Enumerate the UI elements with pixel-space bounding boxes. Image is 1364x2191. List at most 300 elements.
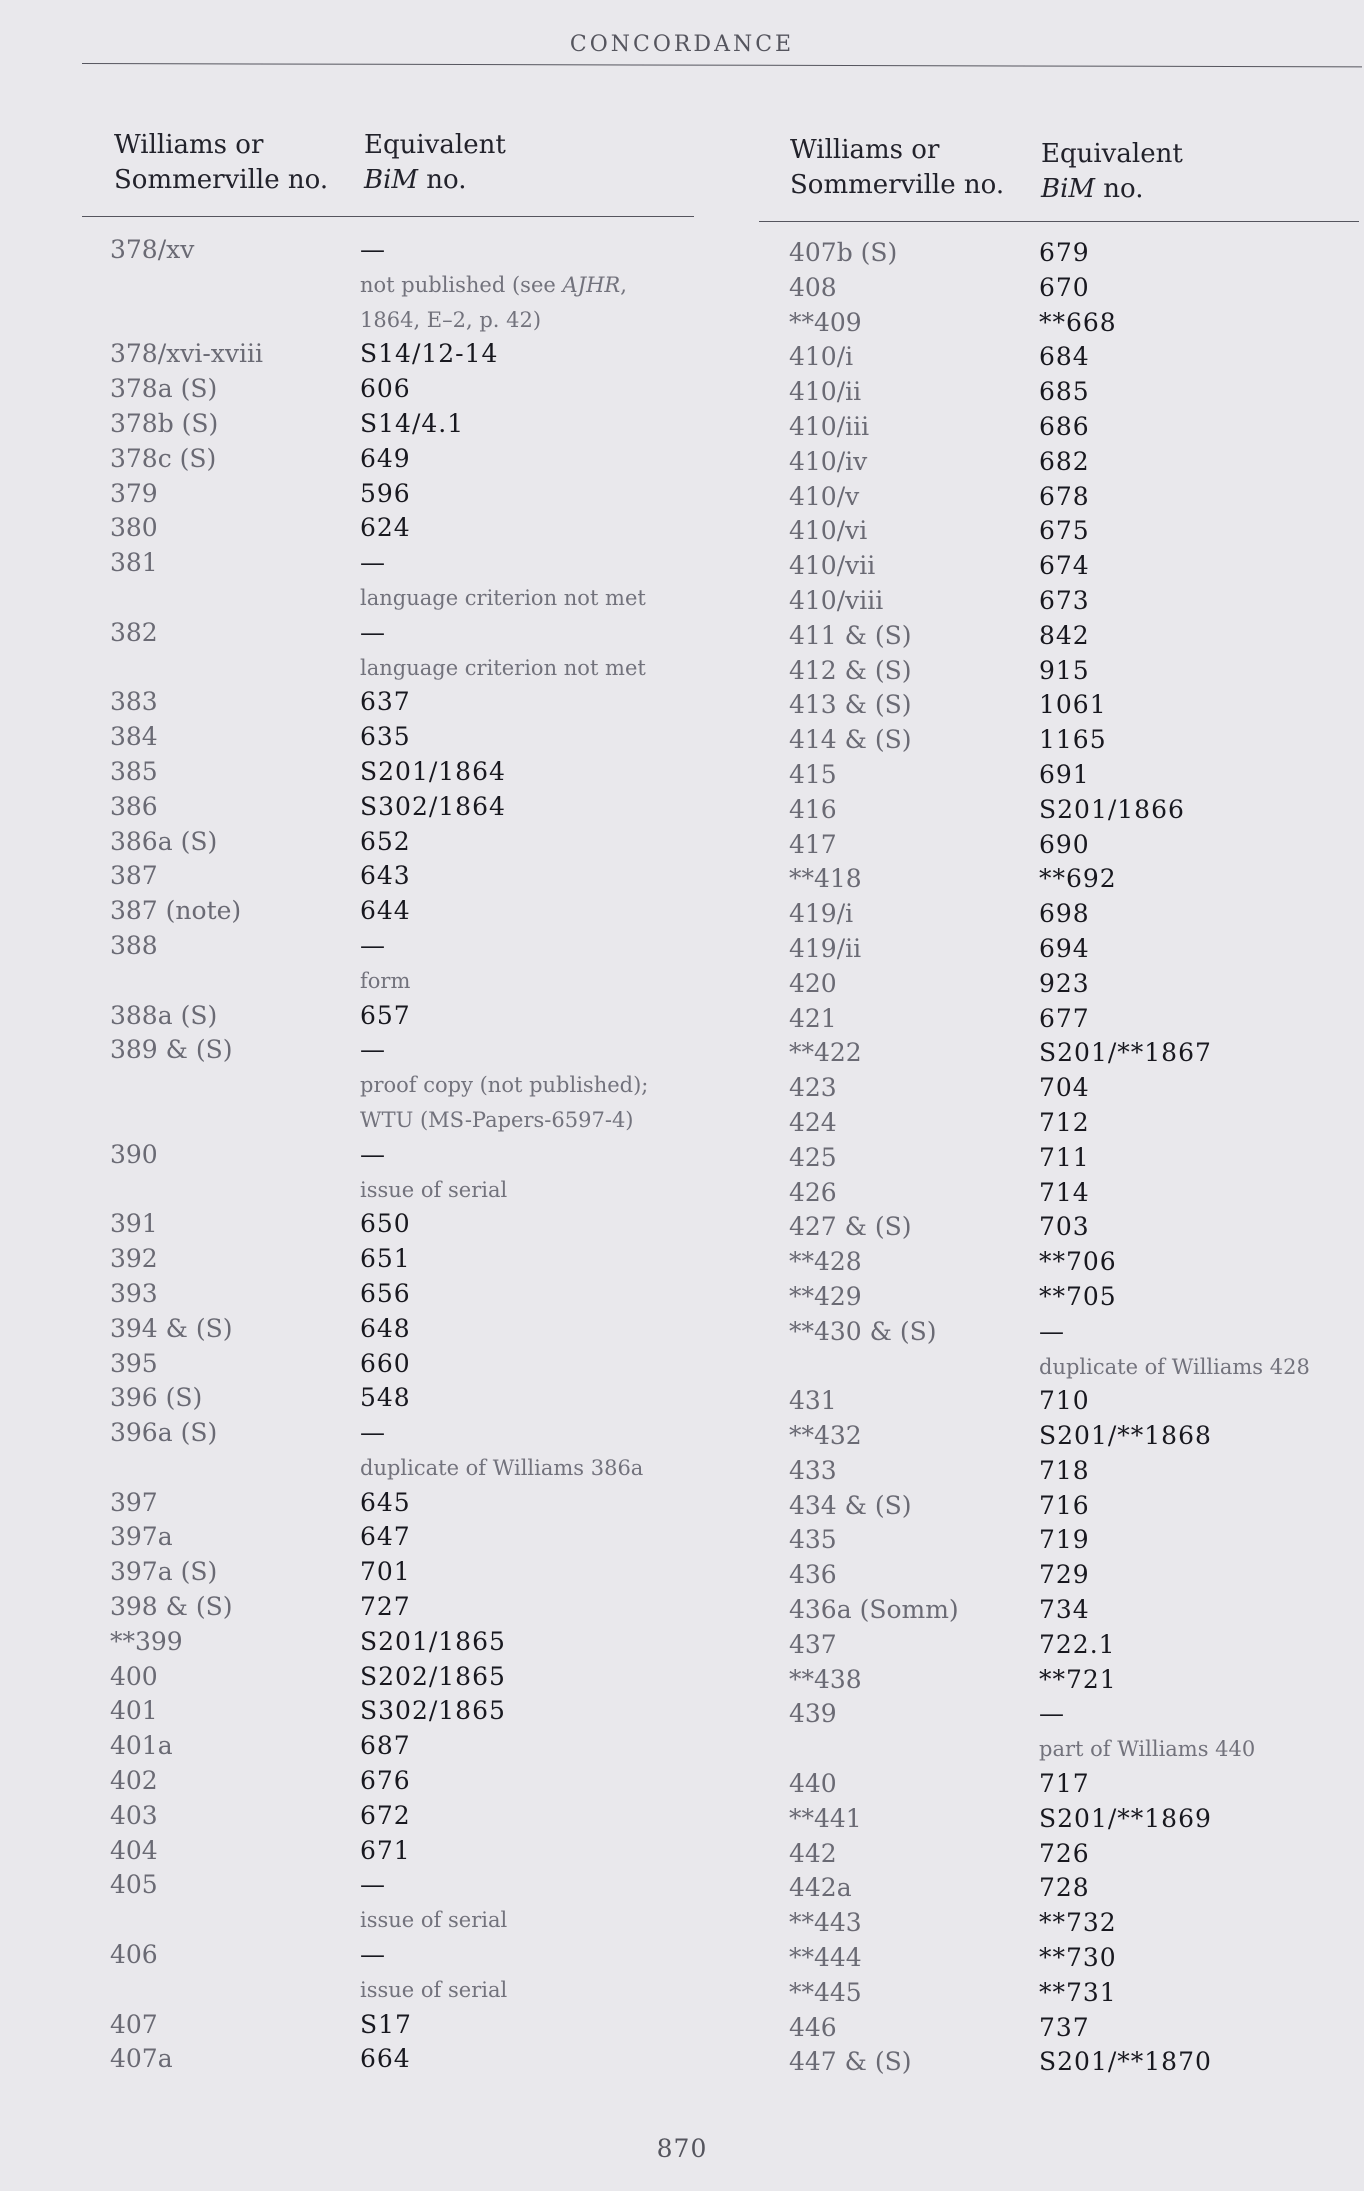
concordance-row <box>110 233 710 268</box>
note-text: WTU (MS-Papers-6597-4) <box>360 1107 634 1132</box>
bim-number: 670 <box>1039 272 1090 302</box>
bim-number: — <box>360 1940 386 1970</box>
williams-number: 417 <box>789 829 837 859</box>
williams-number: 378/xvi-xviii <box>110 339 264 369</box>
bim-number: 676 <box>360 1766 411 1796</box>
concordance-row <box>110 1660 710 1695</box>
bim-number: 660 <box>360 1348 411 1378</box>
bim-number: 675 <box>1039 516 1090 546</box>
williams-number: 396a (S) <box>110 1418 218 1448</box>
williams-number: 414 & (S) <box>789 725 912 755</box>
concordance-row <box>789 932 1359 967</box>
williams-number: 392 <box>110 1244 158 1274</box>
williams-number: 442a <box>789 1873 852 1903</box>
bim-number: 718 <box>1039 1455 1090 1485</box>
concordance-row <box>110 1555 710 1590</box>
bim-number: 923 <box>1039 968 1090 998</box>
bim-number: 701 <box>360 1557 411 1587</box>
williams-number: 406 <box>110 1940 158 1970</box>
bim-number: S201/**1870 <box>1039 2047 1212 2077</box>
bim-number: **705 <box>1039 1281 1117 1311</box>
concordance-row <box>789 654 1359 689</box>
page-number: 870 <box>656 2134 708 2163</box>
entry-note <box>789 1350 1359 1385</box>
bim-number: 682 <box>1039 446 1090 476</box>
bim-number: 729 <box>1039 1560 1090 1590</box>
concordance-row <box>789 688 1359 723</box>
bim-number: S302/1865 <box>360 1696 506 1726</box>
running-head: CONCORDANCE <box>569 32 795 57</box>
williams-number: 410/ii <box>789 377 862 407</box>
left-header-rule <box>82 216 694 217</box>
entry-note <box>110 1173 710 1208</box>
bim-number: 678 <box>1039 481 1090 511</box>
williams-number: 378c (S) <box>110 443 217 473</box>
williams-number: **429 <box>789 1281 862 1311</box>
bim-number: 842 <box>1039 620 1090 650</box>
concordance-row <box>110 1520 710 1555</box>
bim-italic: BiM <box>364 165 419 195</box>
bim-number: 647 <box>360 1522 411 1552</box>
bim-number: S201/**1867 <box>1039 1038 1212 1068</box>
note-text: proof copy (not published); <box>360 1073 649 1098</box>
concordance-row <box>789 2045 1359 2080</box>
williams-number: 446 <box>789 2012 837 2042</box>
note-text: language criterion not met <box>360 655 646 680</box>
williams-number: 382 <box>110 617 158 647</box>
left-header-williams <box>114 128 328 198</box>
right-header-williams <box>790 133 1004 203</box>
bim-number: S201/**1869 <box>1039 1803 1212 1833</box>
note-italic-text: AJHR <box>562 272 621 297</box>
williams-number: 410/iii <box>789 411 870 441</box>
bim-number: 596 <box>360 478 411 508</box>
williams-number: 402 <box>110 1766 158 1796</box>
williams-number: 447 & (S) <box>789 2047 912 2077</box>
bim-number: **721 <box>1039 1664 1117 1694</box>
williams-number: 421 <box>789 1003 837 1033</box>
concordance-row <box>110 1347 710 1382</box>
concordance-row <box>789 1315 1359 1350</box>
concordance-row <box>789 1454 1359 1489</box>
bim-number: 710 <box>1039 1386 1090 1416</box>
williams-number: 410/iv <box>789 446 868 476</box>
bim-number: **731 <box>1039 1977 1117 2007</box>
williams-number: 440 <box>789 1769 837 1799</box>
bim-number: — <box>1039 1699 1065 1729</box>
bim-number: S201/1864 <box>360 756 506 786</box>
williams-number: 386a (S) <box>110 826 218 856</box>
williams-number: 410/i <box>789 342 854 372</box>
concordance-row <box>789 445 1359 480</box>
concordance-row <box>110 1312 710 1347</box>
bim-number: **668 <box>1039 307 1117 337</box>
concordance-row <box>110 685 710 720</box>
bim-number: 657 <box>360 1000 411 1030</box>
concordance-row <box>789 1523 1359 1558</box>
bim-number: 650 <box>360 1209 411 1239</box>
header-suffix: no. <box>1095 174 1144 204</box>
note-text: not published (see <box>360 272 563 297</box>
bim-number: 679 <box>1039 238 1090 267</box>
concordance-row <box>789 1697 1359 1732</box>
williams-number: 400 <box>110 1661 158 1691</box>
concordance-row <box>110 442 710 477</box>
williams-number: **422 <box>789 1038 862 1068</box>
header-line: Williams or <box>114 130 264 160</box>
bim-number: S201/**1868 <box>1039 1421 1212 1451</box>
concordance-row <box>789 828 1359 863</box>
bim-number: 671 <box>360 1835 411 1865</box>
williams-number: 425 <box>789 1142 837 1172</box>
williams-number: **443 <box>789 1908 862 1938</box>
concordance-row <box>110 1033 710 1068</box>
williams-number: 442 <box>789 1838 837 1868</box>
header-line <box>1041 172 1183 207</box>
concordance-row <box>110 407 710 442</box>
concordance-row <box>789 1906 1359 1941</box>
concordance-row <box>789 1280 1359 1315</box>
concordance-row <box>789 306 1359 341</box>
concordance-row <box>110 1868 710 1903</box>
concordance-row <box>789 793 1359 828</box>
bim-number: 690 <box>1039 829 1090 859</box>
concordance-row <box>110 1138 710 1173</box>
concordance-row <box>789 723 1359 758</box>
williams-number: 383 <box>110 687 158 717</box>
note-text: form <box>360 968 411 993</box>
concordance-row <box>110 825 710 860</box>
williams-number: 434 & (S) <box>789 1490 912 1520</box>
bim-number: — <box>360 548 386 578</box>
williams-number: **438 <box>789 1664 862 1694</box>
concordance-row <box>110 616 710 651</box>
concordance-row <box>789 619 1359 654</box>
concordance-row <box>110 1764 710 1799</box>
right-concordance-column <box>789 236 1359 2080</box>
williams-number: 389 & (S) <box>110 1035 233 1065</box>
concordance-row <box>789 967 1359 1002</box>
right-header-rule <box>759 221 1359 222</box>
bim-number: 644 <box>360 896 411 926</box>
concordance-row <box>110 477 710 512</box>
williams-number: 378a (S) <box>110 374 218 404</box>
header-line: Sommerville no. <box>114 165 329 195</box>
note-text-suffix: , <box>620 272 627 297</box>
williams-number: 424 <box>789 1107 837 1137</box>
concordance-row <box>789 271 1359 306</box>
concordance-row <box>789 514 1359 549</box>
williams-number: 387 (note) <box>110 896 242 926</box>
bim-number: 698 <box>1039 899 1090 929</box>
concordance-row <box>110 999 710 1034</box>
concordance-row <box>789 410 1359 445</box>
bim-number: 652 <box>360 826 411 856</box>
bim-number: 677 <box>1039 1003 1090 1033</box>
williams-number: 381 <box>110 548 158 578</box>
williams-number: **418 <box>789 864 862 894</box>
concordance-row <box>789 1558 1359 1593</box>
bim-italic: BiM <box>1041 174 1096 204</box>
bim-number: S14/12-14 <box>360 339 499 369</box>
concordance-row <box>110 859 710 894</box>
williams-number: 378/xv <box>110 235 195 264</box>
bim-number: 643 <box>360 861 411 891</box>
williams-number: 407 <box>110 2009 158 2039</box>
bim-number: 684 <box>1039 342 1090 372</box>
williams-number: 397a <box>110 1522 173 1552</box>
bim-number: S302/1864 <box>360 791 506 821</box>
williams-number: 388 <box>110 930 158 960</box>
williams-number: 439 <box>789 1699 837 1729</box>
left-header-bim <box>364 128 506 198</box>
williams-number: 390 <box>110 1139 158 1169</box>
williams-number: **428 <box>789 1247 862 1277</box>
concordance-row <box>110 372 710 407</box>
bim-number: — <box>1039 1316 1065 1346</box>
williams-number: 397a (S) <box>110 1557 218 1587</box>
williams-number: 411 & (S) <box>789 620 912 650</box>
entry-note <box>110 581 710 616</box>
concordance-row <box>789 1419 1359 1454</box>
bim-number: 686 <box>1039 411 1090 441</box>
concordance-row <box>789 1245 1359 1280</box>
williams-number: 395 <box>110 1348 158 1378</box>
note-text: duplicate of Williams 428 <box>1039 1354 1310 1379</box>
concordance-row <box>110 894 710 929</box>
bim-number: — <box>360 1139 386 1169</box>
concordance-row <box>110 1834 710 1869</box>
williams-number: 380 <box>110 513 158 543</box>
bim-number: 727 <box>360 1592 411 1622</box>
concordance-row <box>110 1625 710 1660</box>
concordance-row <box>789 1663 1359 1698</box>
williams-number: 410/vii <box>789 551 876 581</box>
concordance-row <box>789 1210 1359 1245</box>
bim-number: 673 <box>1039 585 1090 615</box>
concordance-row <box>110 1799 710 1834</box>
williams-number: 427 & (S) <box>789 1212 912 1242</box>
williams-number: 407b (S) <box>789 238 898 267</box>
bim-number: 691 <box>1039 759 1090 789</box>
note-text: language criterion not met <box>360 585 646 610</box>
williams-number: 416 <box>789 794 837 824</box>
header-rule <box>82 63 1362 67</box>
bim-number: **706 <box>1039 1247 1117 1277</box>
williams-number: 419/ii <box>789 933 862 963</box>
concordance-row <box>110 337 710 372</box>
concordance-row <box>110 1486 710 1521</box>
note-text: issue of serial <box>360 1177 508 1202</box>
bim-number: **732 <box>1039 1908 1117 1938</box>
bim-number: 915 <box>1039 655 1090 685</box>
bim-number: 716 <box>1039 1490 1090 1520</box>
note-text: issue of serial <box>360 1908 508 1933</box>
williams-number: 433 <box>789 1455 837 1485</box>
concordance-row <box>110 2042 710 2077</box>
bim-number: 606 <box>360 374 411 404</box>
entry-note <box>110 1103 710 1138</box>
note-text: 1864, E–2, p. 42) <box>360 307 542 332</box>
williams-number: 415 <box>789 759 837 789</box>
bim-number: 726 <box>1039 1838 1090 1868</box>
concordance-row <box>110 1694 710 1729</box>
bim-number: 1165 <box>1039 725 1107 755</box>
concordance-row <box>110 2008 710 2043</box>
left-concordance-column <box>110 233 710 2077</box>
bim-number: 704 <box>1039 1073 1090 1103</box>
concordance-row <box>789 1106 1359 1141</box>
bim-number: S14/4.1 <box>360 408 465 438</box>
entry-note <box>110 1451 710 1486</box>
williams-number: 431 <box>789 1386 837 1416</box>
williams-number: **430 & (S) <box>789 1316 937 1346</box>
bim-number: 712 <box>1039 1107 1090 1137</box>
header-suffix: no. <box>418 165 467 195</box>
concordance-row <box>110 790 710 825</box>
bim-number: 719 <box>1039 1525 1090 1555</box>
entry-note <box>110 964 710 999</box>
williams-number: 384 <box>110 722 158 752</box>
entry-note <box>110 1973 710 2008</box>
williams-number: **399 <box>110 1626 183 1656</box>
entry-note <box>110 1903 710 1938</box>
concordance-row <box>110 755 710 790</box>
bim-number: 548 <box>360 1383 411 1413</box>
concordance-row <box>110 511 710 546</box>
header-line: Equivalent <box>364 130 506 160</box>
williams-number: **445 <box>789 1977 862 2007</box>
entry-note <box>110 1068 710 1103</box>
williams-number: 410/v <box>789 481 860 511</box>
bim-number: 694 <box>1039 933 1090 963</box>
williams-number: **444 <box>789 1943 862 1973</box>
bim-number: 703 <box>1039 1212 1090 1242</box>
williams-number: 379 <box>110 478 158 508</box>
bim-number: 722.1 <box>1039 1629 1116 1659</box>
bim-number: 734 <box>1039 1595 1090 1625</box>
concordance-row <box>789 897 1359 932</box>
concordance-row <box>789 1941 1359 1976</box>
bim-number: **730 <box>1039 1943 1117 1973</box>
concordance-row <box>110 1590 710 1625</box>
concordance-row <box>789 1002 1359 1037</box>
williams-number: 393 <box>110 1278 158 1308</box>
williams-number: 391 <box>110 1209 158 1239</box>
concordance-row <box>789 549 1359 584</box>
entry-note <box>110 303 710 338</box>
williams-number: 385 <box>110 756 158 786</box>
bim-number: 656 <box>360 1278 411 1308</box>
williams-number: 388a (S) <box>110 1000 218 1030</box>
header-line: Sommerville no. <box>790 170 1005 200</box>
williams-number: 403 <box>110 1800 158 1830</box>
williams-number: 410/vi <box>789 516 868 546</box>
right-header-bim <box>1041 137 1183 207</box>
concordance-row <box>110 929 710 964</box>
concordance-row <box>789 758 1359 793</box>
williams-number: 396 (S) <box>110 1383 203 1413</box>
williams-number: **441 <box>789 1803 862 1833</box>
concordance-row <box>789 1176 1359 1211</box>
concordance-row <box>110 1242 710 1277</box>
williams-number: 436 <box>789 1560 837 1590</box>
concordance-row <box>110 546 710 581</box>
bim-number: 728 <box>1039 1873 1090 1903</box>
concordance-row <box>789 584 1359 619</box>
williams-number: **409 <box>789 307 862 337</box>
concordance-row <box>110 1938 710 1973</box>
bim-number: S201/1866 <box>1039 794 1185 824</box>
williams-number: 404 <box>110 1835 158 1865</box>
concordance-row <box>789 375 1359 410</box>
bim-number: 648 <box>360 1313 411 1343</box>
header-line <box>364 163 506 198</box>
bim-number: 672 <box>360 1800 411 1830</box>
concordance-row <box>789 1976 1359 2011</box>
concordance-row <box>789 1593 1359 1628</box>
williams-number: 408 <box>789 272 837 302</box>
williams-number: 401a <box>110 1731 173 1761</box>
bim-number: 687 <box>360 1731 411 1761</box>
bim-number: 717 <box>1039 1769 1090 1799</box>
williams-number: 423 <box>789 1073 837 1103</box>
williams-number: 401 <box>110 1696 158 1726</box>
bim-number: 649 <box>360 443 411 473</box>
concordance-row <box>789 1141 1359 1176</box>
williams-number: 436a (Somm) <box>789 1595 959 1625</box>
williams-number: 437 <box>789 1629 837 1659</box>
bim-number: S202/1865 <box>360 1661 506 1691</box>
concordance-row <box>110 1381 710 1416</box>
bim-number: 651 <box>360 1244 411 1274</box>
note-text: duplicate of Williams 386a <box>360 1455 644 1480</box>
bim-number: 664 <box>360 2044 411 2074</box>
bim-number: 685 <box>1039 377 1090 407</box>
bim-number: 1061 <box>1039 690 1107 720</box>
header-line: Equivalent <box>1041 139 1183 169</box>
bim-number: 637 <box>360 687 411 717</box>
concordance-row <box>789 2011 1359 2046</box>
williams-number: 387 <box>110 861 158 891</box>
williams-number: 378b (S) <box>110 408 219 438</box>
concordance-row <box>789 340 1359 375</box>
concordance-row <box>789 1489 1359 1524</box>
williams-number: 398 & (S) <box>110 1592 233 1622</box>
note-text: issue of serial <box>360 1977 508 2002</box>
concordance-row <box>110 1277 710 1312</box>
concordance-row <box>789 1384 1359 1419</box>
concordance-row <box>789 1871 1359 1906</box>
concordance-row <box>789 480 1359 515</box>
bim-number: 635 <box>360 722 411 752</box>
concordance-row <box>789 1802 1359 1837</box>
bim-number: 624 <box>360 513 411 543</box>
bim-number: — <box>360 1418 386 1448</box>
concordance-row <box>789 1767 1359 1802</box>
bim-number: 674 <box>1039 551 1090 581</box>
williams-number: 407a <box>110 2044 173 2074</box>
bim-number: — <box>360 235 386 264</box>
concordance-row <box>789 862 1359 897</box>
williams-number: 410/viii <box>789 585 884 615</box>
bim-number: — <box>360 1035 386 1065</box>
williams-number: **432 <box>789 1421 862 1451</box>
bim-number: — <box>360 1870 386 1900</box>
concordance-row <box>110 1416 710 1451</box>
williams-number: 413 & (S) <box>789 690 912 720</box>
concordance-row <box>789 1036 1359 1071</box>
